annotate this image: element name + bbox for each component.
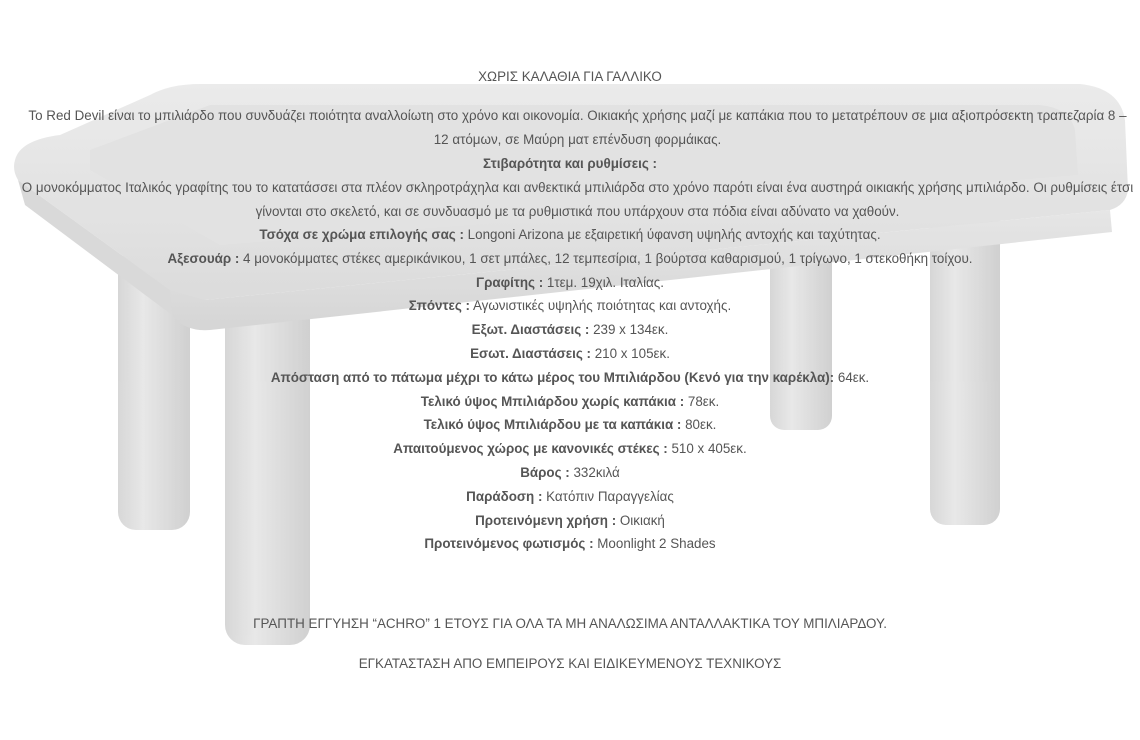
spec-row-floor-clearance (0, 366, 1140, 390)
spec-value: 332κιλά (569, 464, 620, 480)
spec-value: 1τεμ. 19χιλ. Ιταλίας. (543, 274, 664, 290)
sturdiness-label: Στιβαρότητα και ρυθμίσεις : (482, 156, 657, 171)
spec-value: 239 x 134εκ. (589, 322, 669, 338)
spec-label: Προτεινόμενος φωτισμός : (424, 536, 594, 552)
spec-value: 4 μονοκόμματες στέκες αμερικάνικου, 1 σετ μπάλες, 12 τεμπεσίρια, 1 βούρτσα καθαρισμού, 1 τρίγωνο, 1 στεκοθήκη τοίχου. (239, 250, 973, 266)
spec-label: Γραφίτης : (476, 274, 544, 290)
spec-label: Προτεινόμενη χρήση : (475, 512, 617, 528)
spec-label: Εσωτ. Διαστάσεις : (470, 345, 591, 361)
spec-row-accessories (0, 247, 1140, 271)
spec-label: Απαιτούμενος χώρος με κανονικές στέκες : (393, 441, 668, 457)
spec-row-required-space (0, 437, 1140, 461)
sturdiness-heading (0, 152, 1140, 176)
spec-label: Απόσταση από το πάτωμα μέχρι το κάτω μέρος του Μπιλιάρδου (Κενό για την καρέκλα): (270, 369, 835, 385)
spec-value: Οικιακή (616, 512, 665, 528)
spec-label: Αξεσουάρ : (167, 250, 240, 266)
sturdiness-paragraph: Ο μονοκόμματος Ιταλικός γραφίτης του το κατατάσσει στα πλέον σκληροτράχηλα και ανθεκτικά μπιλιάρδα στο χρόνο παρότι είναι ένα αυστηρά οικιακής χρήσης μπιλιάρδο. Οι ρυθμίσεις έτσι γίνονται στο σκελετό, και σε συνδυασμό με τα ρυθμιστικά που υπάρχουν στα πόδια είναι αδύνατο να χαθούν. (21, 180, 1134, 219)
spec-row-recommended-use (0, 509, 1140, 533)
spec-row-height-no-lids (0, 390, 1140, 414)
spec-label: Σπόντες : (408, 298, 470, 314)
spec-label: Βάρος : (520, 464, 570, 480)
spec-row-height-with-lids (0, 413, 1140, 437)
product-intro-paragraph: Το Red Devil είναι το μπιλιάρδο που συνδυάζει ποιότητα αναλλοίωτη στο χρόνο και οικονομία. Οικιακής χρήσης μαζί με καπάκια που το μετατρέπουν σε μια αξιοπρόσεκτη τραπεζαρία 8 – 12 ατόμων, σε Μαύρη ματ επένδυση φορμάικας. (28, 108, 1127, 147)
spec-value: 510 x 405εκ. (667, 441, 747, 457)
spec-value: Longoni Arizona με εξαιρετική ύφανση υψηλής αντοχής και ταχύτητας. (463, 227, 881, 242)
spec-row-inner-dimensions (0, 342, 1140, 366)
warranty-note: ΓΡΑΠΤΗ ΕΓΓΥΗΣΗ “ACHRO” 1 ΕΤΟΥΣ ΓΙΑ ΟΛΑ ΤΑ ΜΗ ΑΝΑΛΩΣΙΜΑ ΑΝΤΑΛΛΑΚΤΙΚΑ ΤΟΥ ΜΠΙΛΙΑΡΔΟΥ. (253, 616, 887, 631)
spec-value: 64εκ. (834, 369, 870, 385)
spec-label: Εξωτ. Διαστάσεις : (471, 322, 590, 338)
spec-label: Τελικό ύψος Μπιλιάρδου με τα καπάκια : (423, 417, 682, 433)
spec-row-delivery (0, 485, 1140, 509)
no-basket-note: ΧΩΡΙΣ ΚΑΛΑΘΙΑ ΓΙΑ ΓΑΛΛΙΚΟ (478, 69, 662, 84)
spec-label: Τελικό ύψος Μπιλιάρδου χωρίς καπάκια : (420, 393, 685, 409)
spec-value: Κατόπιν Παραγγελίας (542, 488, 674, 504)
spec-row-outer-dimensions (0, 318, 1140, 342)
spec-row-cloth (0, 223, 1140, 247)
spec-value: 78εκ. (684, 393, 720, 409)
spec-list (0, 223, 1140, 556)
spec-row-recommended-lighting (0, 532, 1140, 556)
spec-value: Moonlight 2 Shades (593, 536, 716, 552)
spec-label: Παράδοση : (466, 488, 543, 504)
spec-row-slate (0, 271, 1140, 295)
spec-label: Τσόχα σε χρώμα επιλογής σας : (259, 227, 464, 242)
spec-value: 210 x 105εκ. (590, 345, 670, 361)
spec-value: Αγωνιστικές υψηλής ποιότητας και αντοχής. (469, 298, 732, 314)
spec-row-cushions (0, 294, 1140, 318)
spec-value: 80εκ. (681, 417, 717, 433)
installation-note: ΕΓΚΑΤΑΣΤΑΣΗ ΑΠΟ ΕΜΠΕΙΡΟΥΣ ΚΑΙ ΕΙΔΙΚΕΥΜΕΝΟΥΣ ΤΕΧΝΙΚΟΥΣ (358, 656, 782, 671)
spec-row-weight (0, 461, 1140, 485)
